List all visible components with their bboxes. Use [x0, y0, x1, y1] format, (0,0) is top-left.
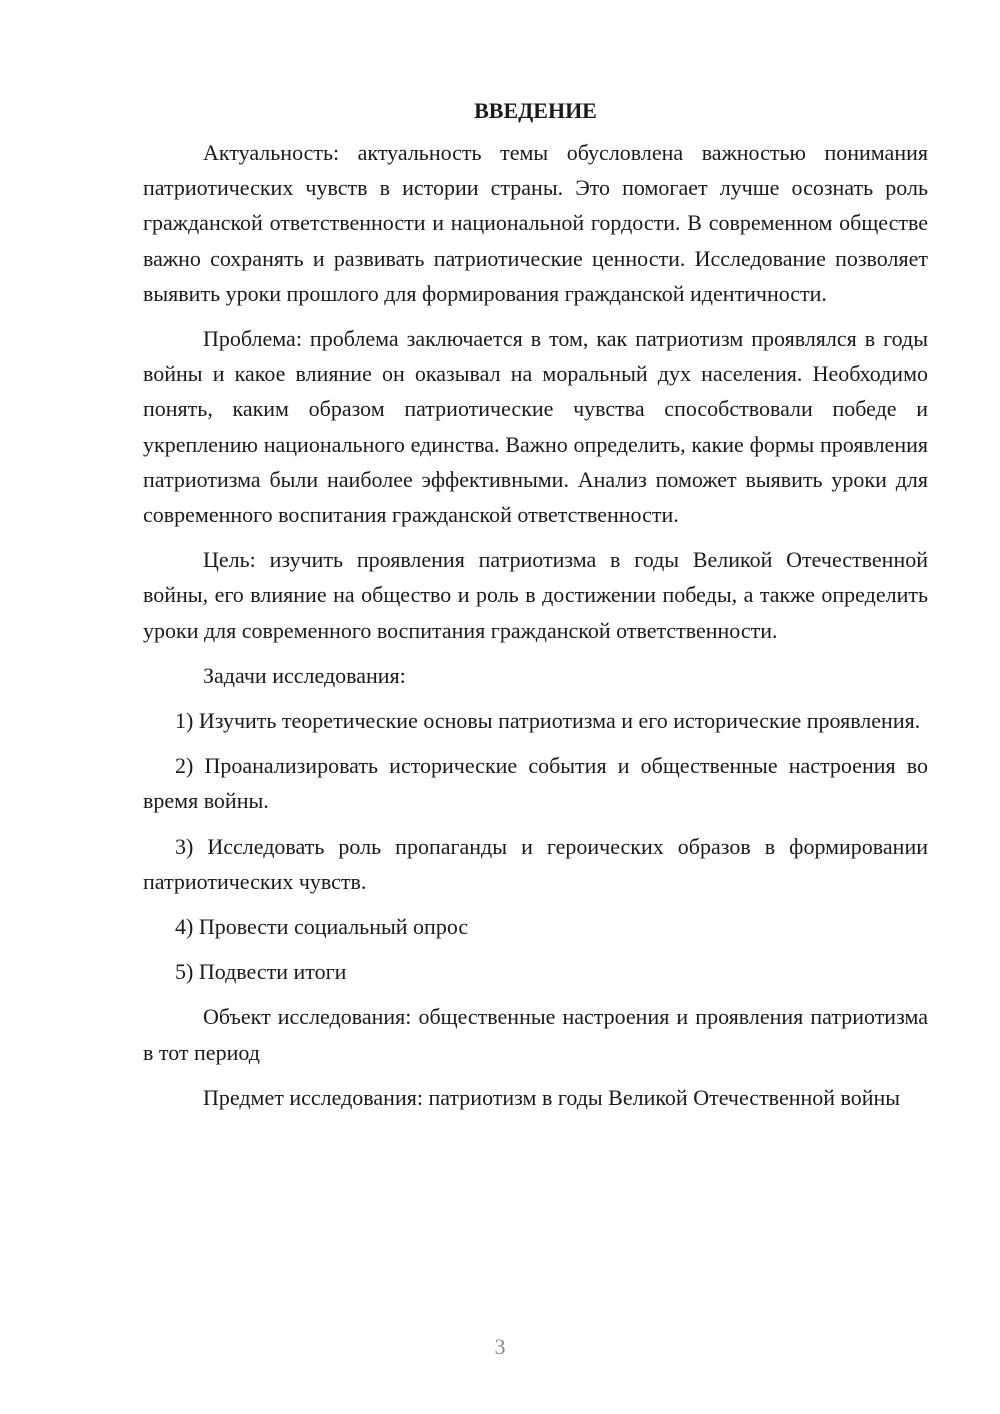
subject-paragraph: Предмет исследования: патриотизм в годы Великой Отечественной войны	[203, 1084, 901, 1110]
problem-paragraph: Проблема: проблема заключается в том, как патриотизм проявлялся в годы войны и какое влияние он оказывал на моральный дух населения. Необходимо понять, каким образом патриотические чувства способствовали победе и укреплению национального единства. Важно определить, какие формы проявления патриотизма были наиболее эффективными. Анализ поможет выявить уроки для современного воспитания гражданской ответственности.	[143, 326, 928, 528]
tasks-heading: Задачи исследования:	[203, 662, 406, 688]
task-item-4: 4) Провести социальный опрос	[175, 914, 469, 940]
task-item-3: 3) Исследовать роль пропаганды и героических образов в формировании патриотических чувств.	[143, 833, 928, 894]
task-item-2: 2) Проанализировать исторические события и общественные настроения во время войны.	[143, 753, 928, 814]
task-item-1: 1) Изучить теоретические основы патриотизма и его исторические проявления.	[175, 708, 921, 734]
section-title: ВВЕДЕНИЕ	[474, 98, 597, 123]
goal-paragraph: Цель: изучить проявления патриотизма в годы Великой Отечественной войны, его влияние на общество и роль в достижении победы, а также определить уроки для современного воспитания гражданской ответственности.	[143, 547, 928, 643]
object-paragraph: Объект исследования: общественные настроения и проявления патриотизма в тот период	[143, 1004, 928, 1065]
document-page	[143, 95, 928, 1125]
task-item-5: 5) Подвести итоги	[175, 959, 347, 985]
page-number: 3	[494, 1334, 506, 1359]
relevance-paragraph: Актуальность: актуальность темы обусловлена важностью понимания патриотических чувств в истории страны. Это помогает лучше осознать роль гражданской ответственности и национальной гордости. В современном обществе важно сохранять и развивать патриотические ценности. Исследование позволяет выявить уроки прошлого для формирования гражданской идентичности.	[143, 140, 928, 306]
